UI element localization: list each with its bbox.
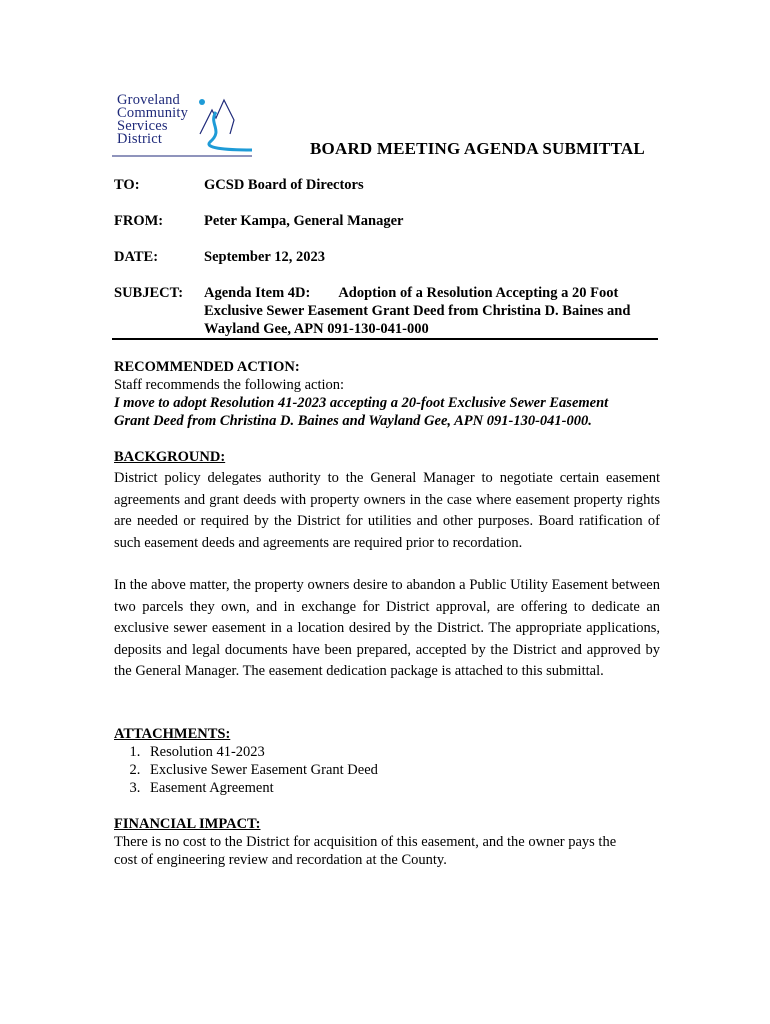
logo-line: Services	[117, 118, 168, 134]
attachment-item: 1. Resolution 41-2023	[144, 743, 660, 761]
financial-heading: FINANCIAL IMPACT:	[114, 816, 261, 832]
logo-line: District	[117, 131, 163, 147]
attachment-item: 2. Exclusive Sewer Easement Grant Deed	[144, 761, 660, 779]
to-value: GCSD Board of Directors	[204, 177, 364, 193]
logo-wordmark	[117, 94, 188, 146]
subject-line: Adoption of a Resolution Accepting a 20 Foot	[338, 285, 619, 301]
attachment-item: 3. Easement Agreement	[144, 779, 660, 797]
recommended-action-section	[114, 358, 660, 430]
subject-line: Exclusive Sewer Easement Grant Deed from Christina D. Baines and	[204, 303, 631, 319]
attachments-section	[114, 725, 660, 797]
motion-text: Grant Deed from Christina D. Baines and Wayland Gee, APN 091-130-041-000.	[114, 413, 592, 429]
motion-text: I move to adopt Resolution 41-2023 accepting a 20-foot Exclusive Sewer Easement	[114, 395, 609, 411]
background-paragraph: In the above matter, the property owners desire to abandon a Public Utility Easement between two parcels they own, and in exchange for District approval, are offering to dedicate an exclusive sewer easement in a location desired by the District. The appropriate applications, deposits and legal documents have been prepared, accepted by the District and approved by the General Manager. The easement dedication package is attached to this submittal.	[114, 577, 660, 679]
attachments-heading: ATTACHMENTS:	[114, 726, 231, 742]
background-heading: BACKGROUND:	[114, 449, 226, 465]
date-label: DATE:	[114, 249, 159, 265]
financial-impact-section	[114, 815, 660, 869]
from-value: Peter Kampa, General Manager	[204, 213, 404, 229]
attachments-list	[114, 743, 660, 797]
financial-text: cost of engineering review and recordation at the County.	[114, 852, 447, 868]
header-divider	[112, 338, 658, 340]
document-title: BOARD MEETING AGENDA SUBMITTAL	[310, 139, 645, 158]
to-label: TO:	[114, 177, 140, 193]
subject-item: Agenda Item 4D:	[204, 285, 311, 301]
subject-value	[204, 284, 674, 338]
recommended-intro: Staff recommends the following action:	[114, 377, 345, 393]
district-logo	[112, 90, 252, 158]
subject-label: SUBJECT:	[114, 285, 184, 301]
background-paragraph: District policy delegates authority to the General Manager to negotiate certain easement agreements and grant deeds with property owners in the case where easement property rights are needed or required by the District for utilities and other purposes. Board ratification of such easement deeds and agreements are required prior to recordation.	[114, 470, 660, 551]
background-section	[114, 448, 660, 683]
logo-line: Groveland	[117, 92, 181, 108]
from-label: FROM:	[114, 213, 164, 229]
date-value: September 12, 2023	[204, 249, 325, 265]
financial-text: There is no cost to the District for acquisition of this easement, and the owner pays the	[114, 834, 617, 850]
recommended-heading: RECOMMENDED ACTION:	[114, 359, 300, 375]
logo-line: Community	[117, 105, 189, 121]
subject-line: Wayland Gee, APN 091-130-041-000	[204, 321, 429, 337]
